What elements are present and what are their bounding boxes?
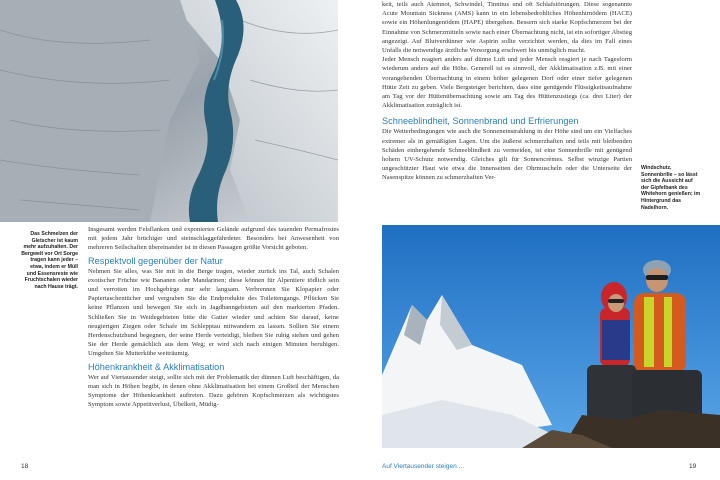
climbers-photo	[382, 225, 720, 448]
heading-respektvoll: Respektvoll gegenüber der Natur	[88, 255, 223, 266]
page-number-right: 19	[689, 463, 697, 470]
section-schneeblindheit: Die Wetterbedingungen wie auch die Sonneneinstrahlung in der Höhe sind um ein Vielfaches extremer als in gemäßigten Lagen. Um die äußerst schmerzhaften und teils mit bleibenden Schäden einhergehende Schneeblindheit zu vermeiden, ist eine Sonnenbrille mit genügend hohem UV-Schutz notwendig. Gleiches gilt für Sonnencrèmes. Selbst winzige Partien ungeschützter Haut wie etwa die Innenseiten der Ohrmuscheln oder die Unterseite der Nasenspitze können zu schmerzhaften Ver-	[382, 128, 632, 182]
section-hoehenkrankheit: Wer auf Viertausender steigt, sollte sich mit der Problematik der dünnen Luft beschäftigen, da man sich in Höhen begibt, in denen ohne Akklimatisation bei einem Großteil der Menschen Symptome der Höhenkrankheit auftreten. Dazu gehören Kopfschmerzen als wichtigstes Symptom sowie Appetitverlust, Übelkeit, Müdig-	[88, 373, 339, 409]
glacier-caption: Das Schmelzen der Gletscher ist kaum mehr aufzuhalten. Der Bergwelt vor Ort Sorge tragen kann jeder – etwa, indem er Müll und Essensreste wie Fruchtschalen wieder nach Hause trägt.	[21, 231, 78, 290]
ams-paragraph: keit, teils auch Atemnot, Schwindel, Tinnitus und oft Schlafstörungen. Diese sogenannte Acute Mountain Sickness (AMS) kann in ein lebensbedrohliches Höhenhirnödem (HACE) sowie ein Höhenlungenödem (HAPE) übergehen. Bessern sich starke Kopfschmerzen bei der Einnahme von Schmerzmitteln sowie nach einer Übernachtung nicht, ist ein sofortiger Abstieg angezeigt. Auf Blutverdünner wie Aspirin sollte verzichtet werden, da dies im Fall eines Unfalls die notwendige ärztliche Versorgung erschwert bis unmöglich macht.	[382, 1, 632, 55]
page-number-left: 18	[21, 463, 29, 470]
heading-hoehenkrankheit: Höhenkrankheit & Akklimatisation	[88, 361, 225, 372]
acclimatisation-paragraph: Jeder Mensch reagiert anders auf dünne Luft und jeder Mensch reagiert je nach Tagesform wiederum anders auf die Höhe. Generell ist es sinnvoll, der Akklimatisation z.B. mit einer vorangehenden Übernachtung in einem höher gelegenen Dorf oder einer tiefer gelegenen Hütte Zeit zu geben. Viele Bergsteiger berichten, dass eine genügende Flüssigkeitsaufnahme am Tag vor der Hüttenübernachtung sowie am Tag des Hüttenzustiegs (ca. drei Liter) der Akklimatisation zuträglich ist.	[382, 56, 632, 110]
footer-title: Auf Viertausender steigen …	[382, 463, 465, 470]
right-column-text	[382, 0, 632, 183]
left-column-text	[88, 225, 339, 409]
section-respektvoll: Nehmen Sie alles, was Sie mit in die Berge tragen, wieder zurück ins Tal, auch Schalen exotischer Früchte wie Bananen oder Mandarinen; diese können für Alpentiere tödlich sein und verrotten im Hochgebirge nur sehr langsam. Verbrennen Sie Klopapier oder Papiertaschentücher und vergraben Sie die Endprodukte des Toilettengangs. Pflücken Sie keine Pflanzen und bewegen Sie sich in Jagdbanngebieten auf den markierten Pfaden. Schließen Sie in Weidegebieten bitte die Gatter wieder und achten Sie darauf, keine neugierigen Ziegen oder Schafe im Schlepptau mitwandern zu lassen. Sollten Sie einem Herdenschutzhund begegnen, der seine Herde verteidigt, bleiben Sie ruhig stehen und gehen Sie der Herde gemächlich aus dem Weg; er wird sich nach einigen Minuten beruhigen. Umgehen Sie Mutterkühe weiträumig.	[88, 267, 339, 358]
glacier-photo	[0, 0, 338, 222]
heading-schneeblindheit: Schneeblindheit, Sonnenbrand und Erfrierungen	[382, 116, 579, 127]
intro-paragraph: Insgesamt werden Felsflanken und exponiertes Gelände aufgrund des tauenden Permafrostes mit jedem Jahr brüchiger und steinschlaggefährdeter. Besonders bei Anwesenheit von mehreren Seilschaften übereinander ist in diesen Passagen größte Vorsicht geboten.	[88, 226, 339, 252]
climbers-caption: Windschutz, Sonnenbrille – so lässt sich die Aussicht auf der Gipfelbank des Whitehorn genießen; im Hintergrund das Nadelhorn.	[641, 165, 701, 211]
